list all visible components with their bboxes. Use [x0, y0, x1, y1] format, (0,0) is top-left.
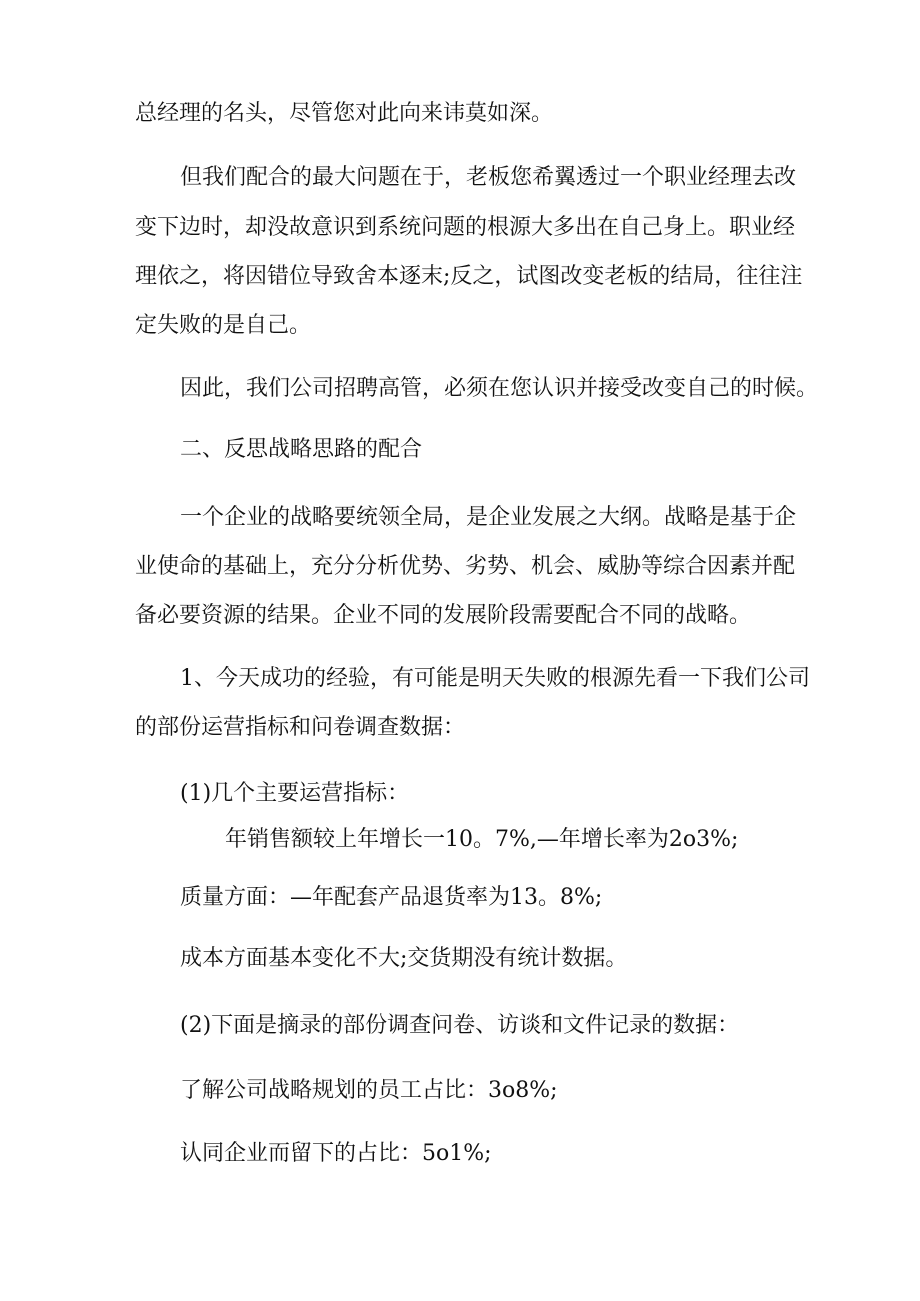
text-line: 理依之，将因错位导致舍本逐末;反之，试图改变老板的结局，往往注: [135, 264, 803, 289]
text-line: 业使命的基础上，充分分析优势、劣势、机会、威胁等综合因素并配: [135, 554, 796, 579]
text-line: 但我们配合的最大问题在于，老板您希翼透过一个职业经理去改: [180, 165, 797, 190]
subheading: (1)几个主要运营指标：: [180, 781, 410, 806]
text-line: 成本方面基本变化不大;交货期没有统计数据。: [180, 946, 628, 971]
text-line: 了解公司战略规划的员工占比：3o8%;: [180, 1078, 558, 1103]
text-line: 年销售额较上年增长一10。7%,—年增长率为2o3%;: [225, 827, 739, 852]
text-line: 变下边时，却没故意识到系统问题的根源大多出在自己身上。职业经: [135, 215, 796, 240]
text-line: 定失败的是自己。: [135, 313, 312, 338]
section-heading: 二、反思战略思路的配合: [180, 437, 423, 462]
subheading: (2)下面是摘录的部份调查问卷、访谈和文件记录的数据：: [180, 1013, 740, 1038]
text-line: 的部份运营指标和问卷调查数据：: [135, 715, 466, 740]
text-line: 因此，我们公司招聘高管，必须在您认识并接受改变自己的时候。: [180, 376, 819, 401]
text-line: 1、今天成功的经验，有可能是明天失败的根源先看一下我们公司: [180, 666, 810, 691]
text-line: 认同企业而留下的占比：5o1%;: [180, 1141, 492, 1166]
text-line: 备必要资源的结果。企业不同的发展阶段需要配合不同的战略。: [135, 603, 752, 628]
text-line: 质量方面：—年配套产品退货率为13。8%;: [180, 885, 603, 910]
text-line: 总经理的名头，尽管您对此向来讳莫如深。: [135, 101, 554, 126]
text-line: 一个企业的战略要统领全局，是企业发展之大纲。战略是基于企: [180, 505, 797, 530]
